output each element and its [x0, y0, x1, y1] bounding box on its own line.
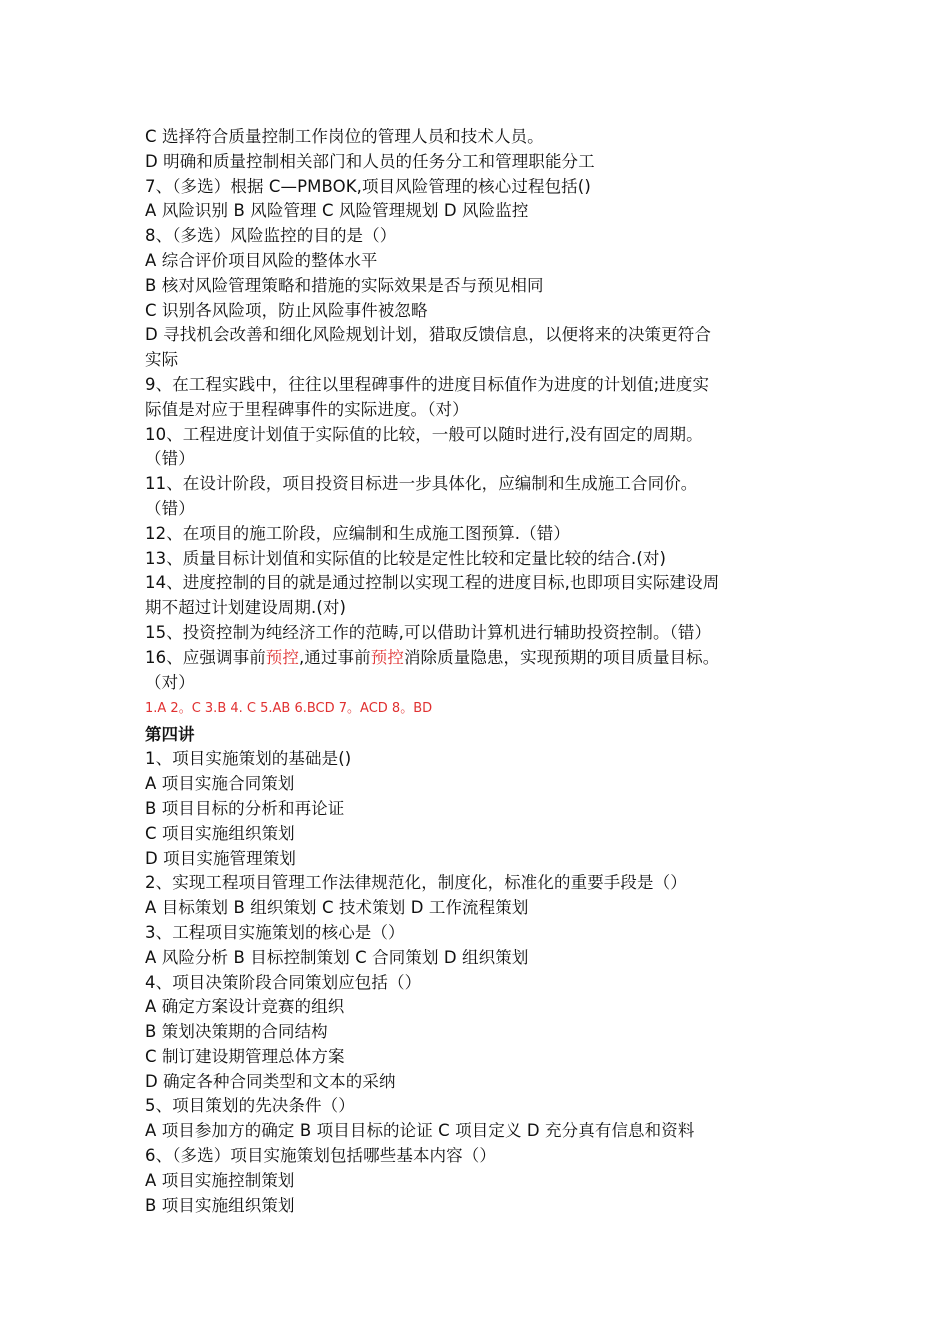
highlight-term: 预控 [370, 647, 404, 667]
text-line: C 制订建设期管理总体方案 [145, 1046, 345, 1066]
text-line: A 项目实施合同策划 [145, 774, 295, 794]
text-line: 15、投资控制为纯经济工作的范畴,可以借助计算机进行辅助投资控制。（错） [145, 622, 712, 642]
text-line: A 确定方案设计竞赛的组织 [145, 997, 345, 1017]
text-line: D 明确和质量控制相关部门和人员的任务分工和管理职能分工 [145, 151, 595, 171]
text-line: D 寻找机会改善和细化风险规划计划，猎取反馈信息，以便将来的决策更符合 [145, 325, 711, 345]
text-line: A 综合评价项目风险的整体水平 [145, 250, 378, 270]
text-line: 1、项目实施策划的基础是() [145, 749, 352, 769]
text-line: B 核对风险管理策略和措施的实际效果是否与预见相同 [145, 275, 544, 295]
text-line: A 风险识别 B 风险管理 C 风险管理规划 D 风险监控 [145, 201, 529, 221]
text-line: 际值是对应于里程碑事件的实际进度。（对） [145, 399, 469, 419]
text-line: （错） [145, 498, 195, 518]
question-16-text-b: ,通过事前 [299, 647, 371, 667]
section-heading: 第四讲 [145, 725, 195, 745]
text-line: C 项目实施组织策划 [145, 823, 295, 843]
text-line: 2、实现工程项目管理工作法律规范化，制度化，标准化的重要手段是（） [145, 873, 687, 893]
text-line: 12、在项目的施工阶段，应编制和生成施工图预算.（错） [145, 523, 570, 543]
highlight-term: 预控 [265, 647, 299, 667]
text-line: A 目标策划 B 组织策划 C 技术策划 D 工作流程策划 [145, 898, 529, 918]
text-line: A 项目实施控制策划 [145, 1170, 295, 1190]
question-16-text-c: 消除质量隐患，实现预期的项目质量目标。 [403, 647, 720, 667]
text-line: C 识别各风险项，防止风险事件被忽略 [145, 300, 428, 320]
text-line: 实际 [145, 350, 179, 370]
question-block-part2 [145, 747, 805, 1218]
text-line: D 项目实施管理策划 [145, 848, 296, 868]
text-line: C 选择符合质量控制工作岗位的管理人员和技术人员。 [145, 127, 544, 146]
text-line: 13、质量目标计划值和实际值的比较是定性比较和定量比较的结合.(对) [145, 548, 667, 568]
text-line: 14、进度控制的目的就是通过控制以实现工程的进度目标,也即项目实际建设周 [145, 573, 720, 593]
text-line: 4、项目决策阶段合同策划应包括（） [145, 972, 422, 992]
question-16-continuation: （对） [145, 672, 195, 692]
text-line: 3、工程项目实施策划的核心是（） [145, 922, 405, 942]
text-line: （错） [145, 449, 195, 469]
text-line: 8、（多选）风险监控的目的是（） [145, 226, 397, 246]
question-16-text-a: 16、应强调事前 [145, 647, 266, 667]
text-line: 6、（多选）项目实施策划包括哪些基本内容（） [145, 1146, 496, 1166]
text-line: B 项目实施组织策划 [145, 1195, 295, 1215]
text-line: 11、在设计阶段，项目投资目标进一步具体化，应编制和生成施工合同价。 [145, 474, 698, 494]
text-line: A 项目参加方的确定 B 项目目标的论证 C 项目定义 D 充分真有信息和资料 [145, 1121, 695, 1141]
text-line: 10、工程进度计划值于实际值的比较，一般可以随时进行,没有固定的周期。 [145, 424, 703, 444]
text-line: D 确定各种合同类型和文本的采纳 [145, 1071, 396, 1091]
text-line: 9、在工程实践中，往往以里程碑事件的进度目标值作为进度的计划值;进度实 [145, 374, 710, 394]
document-page [145, 125, 805, 1218]
text-line: B 项目目标的分析和再论证 [145, 798, 345, 818]
answer-key: 1.A 2。C 3.B 4. C 5.AB 6.BCD 7。ACD 8。BD [145, 701, 433, 717]
text-line: A 风险分析 B 目标控制策划 C 合同策划 D 组织策划 [145, 947, 529, 967]
question-block-part1 [145, 125, 805, 646]
text-line: B 策划决策期的合同结构 [145, 1022, 328, 1042]
text-line: 5、项目策划的先决条件（） [145, 1096, 355, 1116]
text-line: 7、（多选）根据 C—PMBOK,项目风险管理的核心过程包括() [145, 176, 591, 196]
question-16 [145, 646, 805, 671]
text-line: 期不超过计划建设周期.(对) [145, 598, 347, 618]
